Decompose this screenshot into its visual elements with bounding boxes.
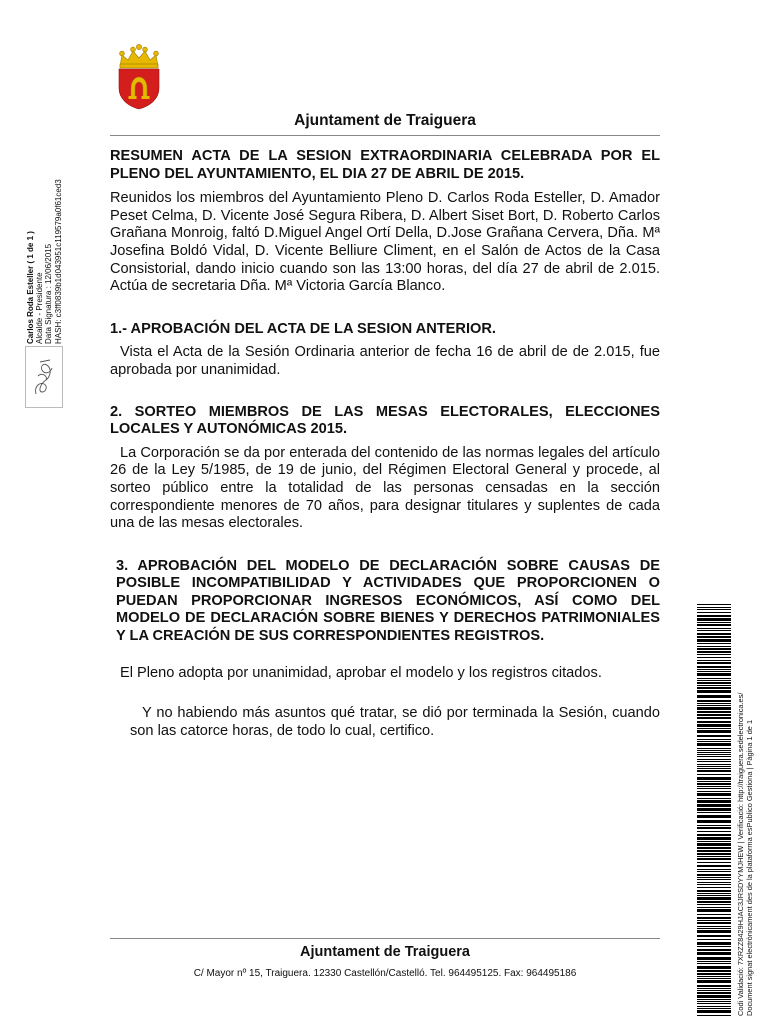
barcode-bar (697, 648, 731, 650)
barcode-bar (697, 877, 731, 878)
barcode-bar (697, 874, 731, 876)
barcode-bar (697, 615, 731, 617)
barcode-bar (697, 949, 731, 951)
barcode-bar (697, 847, 731, 849)
document-title: RESUMEN ACTA DE LA SESION EXTRAORDINARIA CELEBRADA POR EL PLENO DEL AYUNTAMIENTO, EL DIA 27 DE ABRIL DE 2015. (110, 148, 660, 182)
barcode-bar (697, 1006, 731, 1007)
barcode-bar (697, 928, 731, 929)
barcode-bar (697, 735, 731, 737)
barcode-bar (697, 858, 731, 860)
barcode-bar (697, 721, 731, 723)
barcode-bar (697, 739, 731, 740)
barcode-bar (697, 646, 731, 647)
barcode-bar (697, 680, 731, 681)
verification-platform: Document signat electrònicament des de la plataforma esPublico Gestiona | Pàgina 1 de 1 (745, 719, 754, 1016)
barcode-bar (697, 768, 731, 769)
document-body (110, 148, 660, 740)
barcode-bar (697, 946, 731, 947)
barcode-bar (697, 907, 731, 908)
barcode-bar (697, 770, 731, 772)
barcode-bar (697, 759, 731, 760)
barcode-bar (697, 633, 731, 635)
barcode-bar (697, 618, 731, 621)
section-1-heading: 1.- APROBACIÓN DEL ACTA DE LA SESION ANTERIOR. (110, 320, 496, 337)
barcode-bar (697, 939, 731, 940)
verification-barcode (697, 604, 731, 1016)
barcode-bar (697, 687, 731, 689)
intro-paragraph: Reunidos los miembros del Ayuntamiento Pleno D. Carlos Roda Esteller, D. Amador Peset Celma, D. Vicente José Segura Ribera, D. Albert Siset Bort, D. Roberto Carlos Grañana Monroig, faltó D.Miguel Angel Ortí Della, D.Jose Grañana Cervera, Dña. Mª Josefina Boldó Vidal, D. Vicente Belliure Climent, en el Salón de Actos de la Casa Consistorial, dando inicio cuando son las 13:00 horas, del día 27 de abril de 2.015. Actúa de secretaria Dña. Mª Victoria García Blanco. (110, 190, 660, 295)
barcode-bar (697, 988, 731, 989)
barcode-bar (697, 777, 731, 780)
footer-address: C/ Mayor nº 15, Traiguera. 12330 Castellón/Castelló. Tel. 964495125. Fax: 964495186 (193, 968, 577, 979)
signature-hash: HASH: c3ff0839b1d043951c119579a0f61ced3 (53, 179, 63, 344)
barcode-bar (697, 970, 731, 972)
barcode-bar (697, 660, 731, 661)
barcode-bar (697, 800, 731, 803)
barcode-bar (697, 786, 731, 787)
barcode-bar (697, 703, 731, 704)
barcode-bar (697, 669, 731, 670)
barcode-bar (697, 901, 731, 903)
barcode-bar (697, 825, 731, 826)
barcode-bar (697, 808, 731, 811)
section-3-text: El Pleno adopta por unanimidad, aprobar el modelo y los registros citados. (120, 664, 602, 681)
barcode-bar (697, 1015, 731, 1016)
barcode-bar (697, 657, 731, 658)
barcode-bar (697, 926, 731, 927)
barcode-bar (697, 917, 731, 919)
barcode-bar (697, 942, 731, 945)
barcode-bar (697, 957, 731, 960)
organization-header: Ajuntament de Traiguera (294, 112, 476, 129)
signer-role: Alcalde - Presidente (35, 272, 45, 344)
barcode-bar (697, 995, 731, 998)
barcode-bar (697, 895, 731, 896)
barcode-bar (697, 930, 731, 933)
barcode-bar (697, 766, 731, 767)
section-1-text: Vista el Acta de la Sesión Ordinaria anterior de fecha 16 de abril de de 2.015, fue aprobada por unanimidad. (110, 344, 660, 378)
barcode-bar (697, 662, 731, 664)
barcode-bar (697, 654, 731, 655)
barcode-bar (697, 624, 731, 626)
handwritten-signature (30, 354, 58, 400)
barcode-bar (697, 973, 731, 975)
barcode-bar (697, 609, 731, 610)
barcode-bar (697, 622, 731, 623)
barcode-bar (697, 774, 731, 775)
barcode-bar (697, 651, 731, 653)
barcode-bar (697, 798, 731, 799)
barcode-bar (697, 904, 731, 905)
barcode-bar (697, 783, 731, 785)
barcode-bar (697, 685, 731, 686)
barcode-bar (697, 820, 731, 823)
verification-code: Codi Validació: 7XRZZ8429HJAC3JRSDYYMJHEW | Verificació: http://traiguera.sedelectronica.es/ (736, 692, 745, 1016)
barcode-bar (697, 754, 731, 755)
barcode-bar (697, 871, 731, 872)
signature-info (26, 179, 63, 344)
barcode-bar (697, 935, 731, 937)
barcode-bar (697, 985, 731, 987)
barcode-bar (697, 841, 731, 842)
barcode-bar (697, 678, 731, 679)
barcode-bar (697, 990, 731, 991)
barcode-bar (697, 890, 731, 892)
barcode-bar (697, 705, 731, 706)
barcode-bar (697, 837, 731, 840)
barcode-bar (697, 963, 731, 964)
barcode-bar (697, 827, 731, 829)
barcode-bar (697, 869, 731, 870)
barcode-bar (697, 966, 731, 969)
barcode-bar (697, 815, 731, 818)
barcode-bar (697, 628, 731, 629)
barcode-bar (697, 831, 731, 832)
barcode-bar (697, 879, 731, 880)
barcode-bar (697, 992, 731, 994)
section-3-heading: 3. APROBACIÓN DEL MODELO DE DECLARACIÓN SOBRE CAUSAS DE POSIBLE INCOMPATIBILIDAD Y ACTIVIDADES QUE PROPORCIONEN O PUEDAN PROPORCIONAR INGRESOS ECONÓMICOS, ASÍ COMO DEL MODELO DE DECLARACIÓN SOBRE BIENES Y DERECHOS PATRIMONIALES Y LA CREACIÓN DE SUS CORRESPONDIENTES REGISTROS. (116, 557, 660, 645)
barcode-bar (697, 1003, 731, 1004)
barcode-bar (697, 752, 731, 753)
barcode-bar (697, 978, 731, 979)
barcode-bar (697, 909, 731, 912)
barcode-bar (697, 882, 731, 883)
barcode-bar (697, 804, 731, 807)
barcode-bar (697, 952, 731, 955)
barcode-bar (697, 843, 731, 846)
barcode-bar (697, 1008, 731, 1009)
barcode-bar (697, 961, 731, 962)
barcode-bar (697, 980, 731, 983)
barcode-bar (697, 673, 731, 676)
footer-organization: Ajuntament de Traiguera (299, 944, 470, 960)
barcode-bar (697, 812, 731, 813)
barcode-bar (697, 639, 731, 642)
closing-paragraph: Y no habiendo más asuntos qué tratar, se dió por terminada la Sesión, cuando son las catorce horas, de todo lo cual, certifico. (130, 705, 660, 739)
barcode-bar (697, 865, 731, 867)
barcode-bar (697, 612, 731, 613)
barcode-bar (697, 1001, 731, 1002)
barcode-bar (697, 793, 731, 796)
footer-divider (110, 938, 660, 939)
barcode-bar (697, 728, 731, 729)
barcode-bar (697, 756, 731, 757)
barcode-bar (697, 743, 731, 746)
barcode-bar (697, 682, 731, 684)
barcode-bar (697, 643, 731, 644)
section-2-text: La Corporación se da por enterada del contenido de las normas legales del artículo 26 de la Ley 5/1985, de 19 de junio, del Régimen Electoral General y procede, al sorteo público entre la totalidad de las personas censadas en la sección correspondiente menores de 70 años, para designar titulares y suplentes de cada una de las mesas electorales. (110, 444, 660, 532)
barcode-bar (697, 897, 731, 900)
barcode-bar (697, 764, 731, 765)
header-divider (110, 135, 660, 136)
barcode-bar (697, 748, 731, 749)
barcode-bar (697, 781, 731, 782)
barcode-bar (697, 761, 731, 762)
verification-info (736, 693, 754, 1016)
barcode-bar (697, 856, 731, 857)
barcode-bar (697, 666, 731, 668)
barcode-bar (697, 724, 731, 727)
barcode-bar (697, 714, 731, 716)
barcode-bar (697, 884, 731, 885)
barcode-bar (697, 850, 731, 852)
barcode-bar (697, 976, 731, 977)
barcode-bar (697, 893, 731, 894)
barcode-bar (697, 607, 731, 608)
barcode-bar (697, 914, 731, 915)
barcode-bar (697, 707, 731, 710)
barcode-bar (697, 730, 731, 733)
barcode-bar (697, 788, 731, 789)
barcode-bar (697, 922, 731, 924)
barcode-bar (697, 604, 731, 605)
barcode-bar (697, 887, 731, 888)
signature-date: Data Signatura : 12/06/2015 (44, 243, 54, 344)
barcode-bar (697, 690, 731, 693)
barcode-bar (697, 671, 731, 672)
section-2-heading: 2. SORTEO MIEMBROS DE LAS MESAS ELECTORALES, ELECCIONES LOCALES Y AUTONÓMICAS 2015. (110, 403, 660, 438)
barcode-bar (697, 920, 731, 921)
barcode-bar (697, 791, 731, 792)
barcode-bar (697, 853, 731, 855)
barcode-bar (697, 862, 731, 863)
barcode-bar (697, 700, 731, 702)
barcode-bar (697, 750, 731, 751)
barcode-bar (697, 999, 731, 1000)
barcode-bar (697, 717, 731, 719)
coat-of-arms-logo (114, 44, 164, 110)
barcode-bar (697, 630, 731, 631)
barcode-bar (697, 741, 731, 742)
barcode-bar (697, 1010, 731, 1013)
barcode-bar (697, 834, 731, 836)
barcode-bar (697, 695, 731, 698)
signer-name: Carlos Roda Esteller ( 1 de 1 ) (26, 231, 35, 344)
barcode-bar (697, 711, 731, 713)
barcode-bar (697, 636, 731, 638)
